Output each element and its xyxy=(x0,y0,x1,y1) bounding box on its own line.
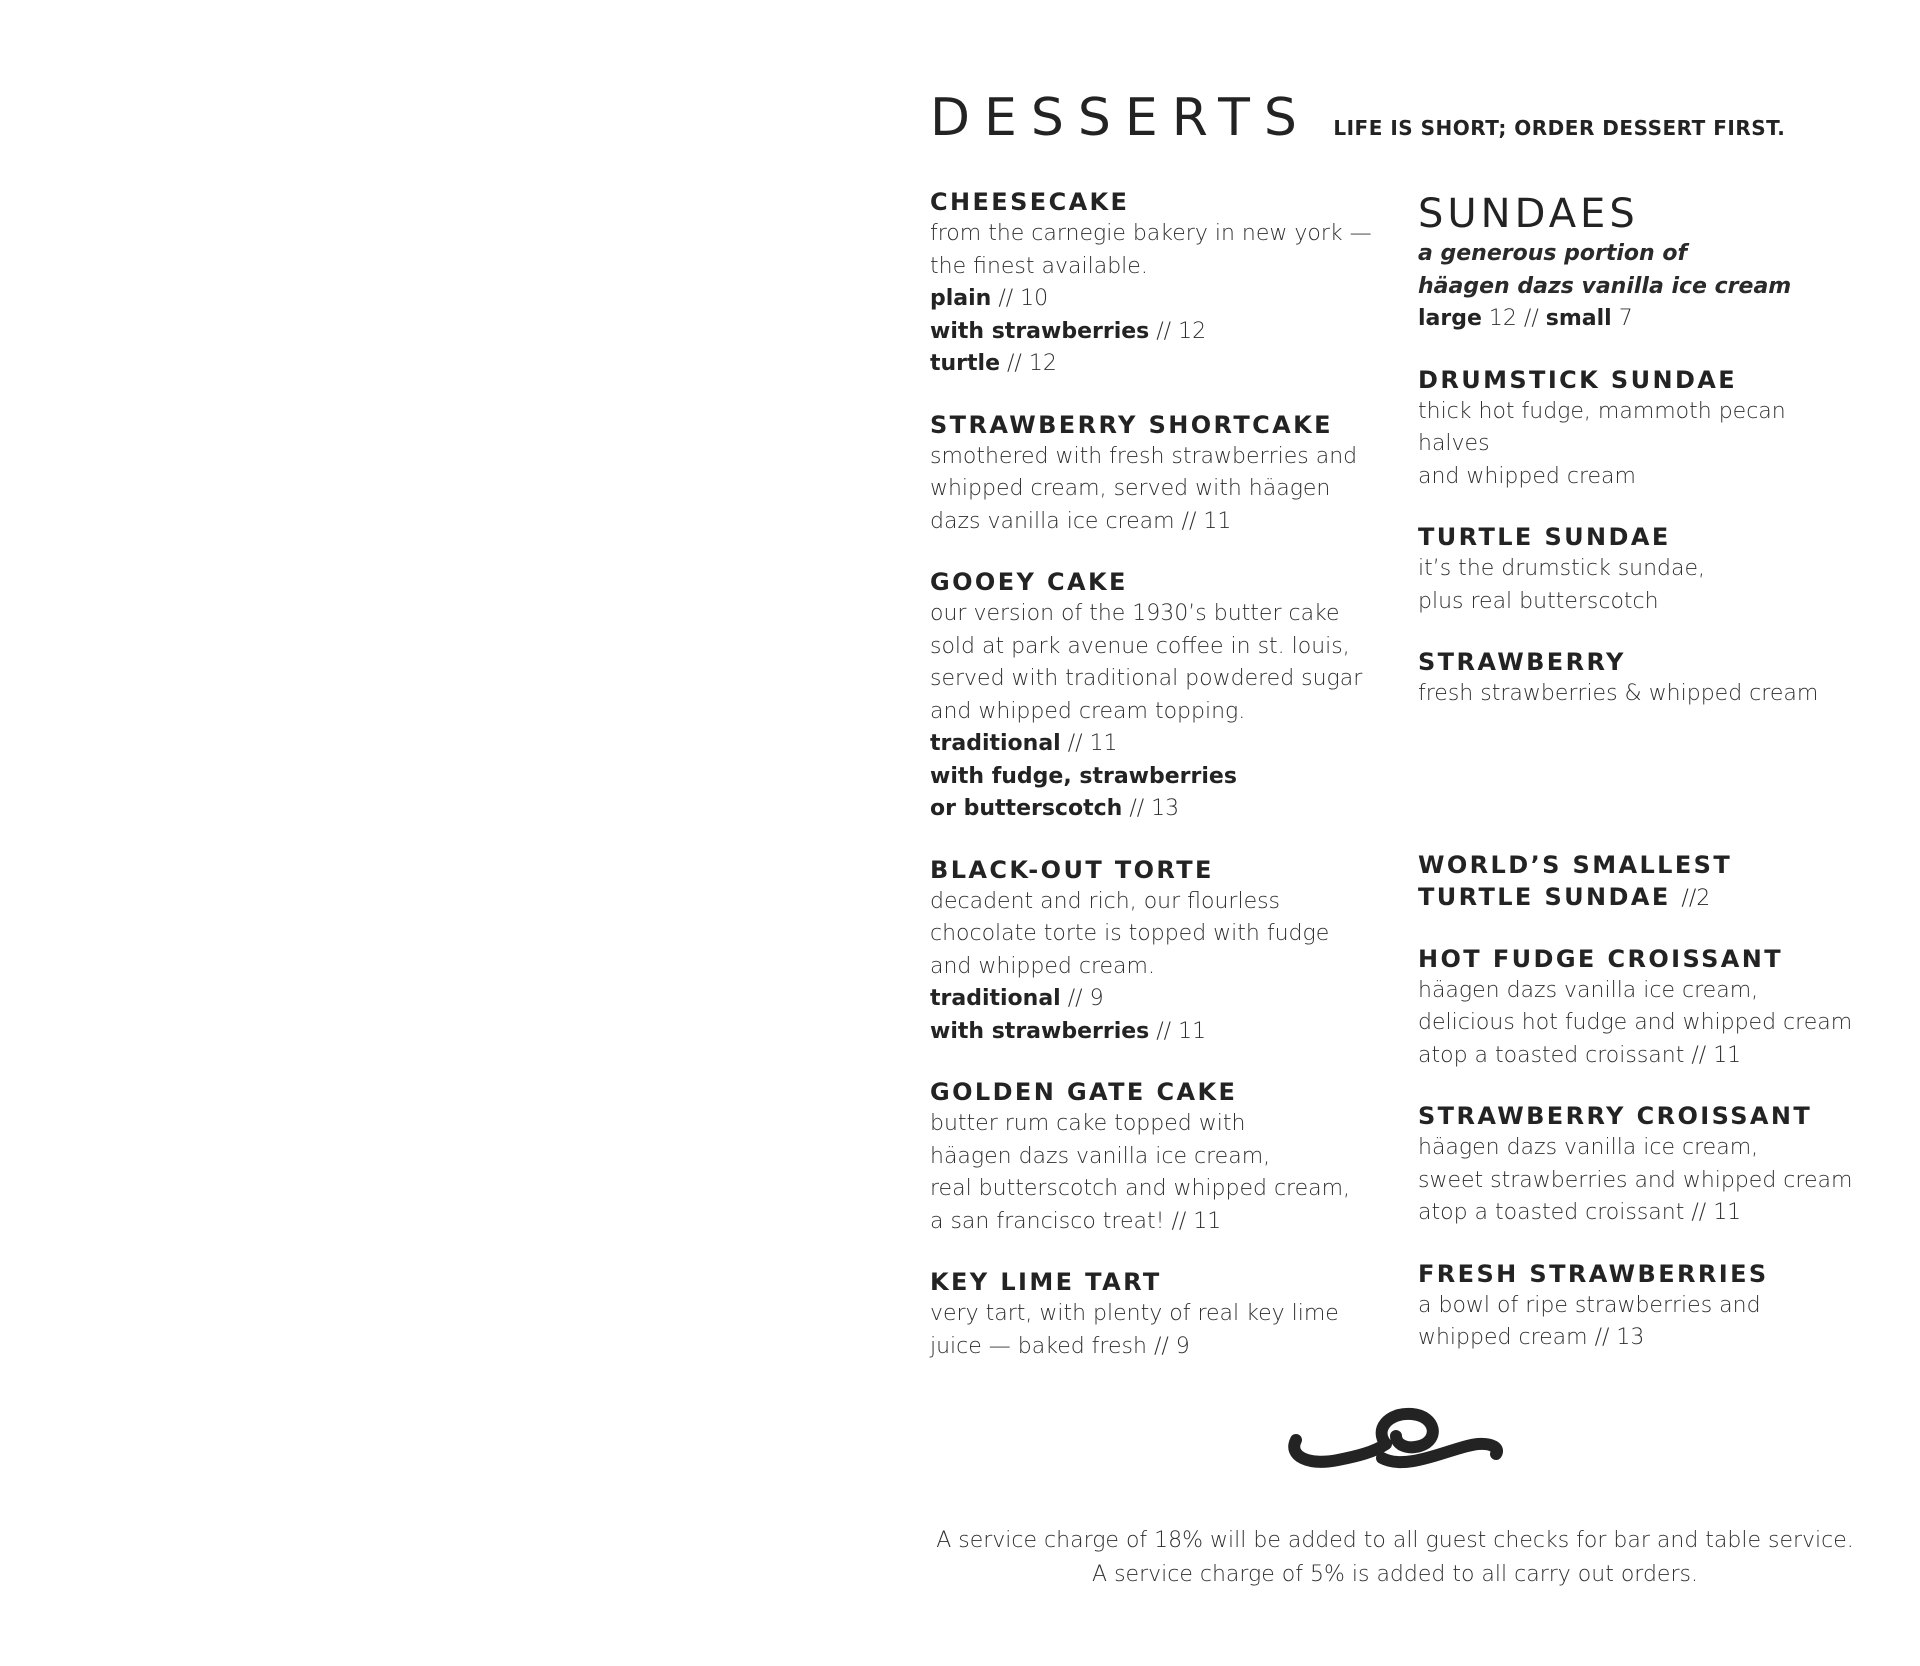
item-name: CHEESECAKE xyxy=(930,188,1130,216)
item-variant xyxy=(930,728,1390,761)
item-description: our version of the 1930’s butter cake sold at park avenue coffee in st. louis, served with traditional powdered sugar and whipped cream topping. xyxy=(930,601,1363,724)
item-name: WORLD’S SMALLEST xyxy=(1418,850,1733,879)
item-price: 11 xyxy=(1203,508,1232,534)
price-separator: // xyxy=(1681,885,1697,911)
sundaes-column xyxy=(1418,186,1858,1383)
menu-item-black-out-torte xyxy=(930,854,1390,1049)
footer-line-1: A service charge of 18% will be added to all guest checks for bar and table service. xyxy=(936,1528,1854,1553)
price-separator: // xyxy=(1156,318,1172,344)
price-separator: // xyxy=(1691,1200,1707,1225)
variant-name: plain xyxy=(930,286,992,311)
item-name: HOT FUDGE CROISSANT xyxy=(1418,944,1784,973)
description-text: butter rum cake topped with häagen dazs vanilla ice cream, real butterscotch and whipped cream, a san francisco treat! xyxy=(930,1111,1351,1234)
item-name: GOOEY CAKE xyxy=(930,568,1128,596)
service-charge-notice xyxy=(930,1524,1860,1592)
item-name: FRESH STRAWBERRIES xyxy=(1418,1259,1769,1288)
price-separator: // xyxy=(1523,306,1539,331)
size-large-label: large xyxy=(1418,306,1482,331)
sundaes-section xyxy=(1418,190,1858,336)
swirl-ornament-icon xyxy=(1278,1400,1512,1470)
price-separator: // xyxy=(1156,1018,1172,1044)
item-name: GOLDEN GATE CAKE xyxy=(930,1078,1238,1106)
description-text: häagen dazs vanilla ice cream, delicious hot fudge and whipped cream atop a toasted croissant xyxy=(1418,977,1853,1068)
item-name-line2 xyxy=(1418,881,1858,915)
item-name-text: TURTLE SUNDAE xyxy=(1418,882,1671,911)
variant-name: with strawberries xyxy=(930,1018,1150,1044)
variant-price: 9 xyxy=(1089,986,1104,1011)
variant-price: 10 xyxy=(1020,286,1049,311)
item-price: 11 xyxy=(1713,1042,1742,1068)
variant-price: 12 xyxy=(1178,318,1207,344)
size-small-label: small xyxy=(1545,306,1612,331)
item-description: decadent and rich, our flourless chocolate torte is topped with fudge and whipped cream. xyxy=(930,888,1330,979)
price-separator: // xyxy=(1181,508,1197,534)
item-name: BLACK-OUT TORTE xyxy=(930,855,1214,884)
item-price: 11 xyxy=(1193,1208,1222,1234)
item-description xyxy=(930,1298,1390,1363)
menu-item-strawberry-sundae xyxy=(1418,646,1858,711)
menu-header xyxy=(930,88,1785,148)
menu-item-turtle-sundae xyxy=(1418,521,1858,618)
price-separator: // xyxy=(998,286,1014,311)
variant-name: turtle xyxy=(930,351,1001,376)
menu-item-drumstick-sundae xyxy=(1418,364,1858,494)
desserts-column xyxy=(930,186,1390,1391)
page-title: DESSERTS xyxy=(930,88,1311,148)
size-small-price: 7 xyxy=(1618,306,1633,331)
item-description xyxy=(1418,1132,1858,1230)
variant-name: traditional xyxy=(930,731,1061,756)
spacer xyxy=(1418,739,1858,849)
size-large-price: 12 xyxy=(1488,306,1517,331)
size-prices xyxy=(1418,303,1858,336)
item-description xyxy=(1418,975,1858,1073)
menu-item-key-lime-tart xyxy=(930,1266,1390,1363)
menu-item-gooey-cake xyxy=(930,566,1390,826)
item-description: from the carnegie bakery in new york — the finest available. xyxy=(930,221,1372,279)
variant-name: with fudge, strawberries or butterscotch xyxy=(930,763,1237,821)
item-variant xyxy=(930,761,1390,826)
item-price: 9 xyxy=(1175,1333,1190,1359)
item-name: KEY LIME TART xyxy=(930,1268,1162,1296)
menu-item-cheesecake xyxy=(930,186,1390,381)
price-separator: // xyxy=(1007,351,1022,376)
variant-price: 11 xyxy=(1178,1018,1207,1044)
price-separator: // xyxy=(1067,731,1083,756)
menu-item-strawberry-shortcake xyxy=(930,409,1390,539)
item-variant xyxy=(930,316,1390,349)
menu-item-fresh-strawberries xyxy=(1418,1258,1858,1355)
section-subtitle: a generous portion of häagen dazs vanilla ice cream xyxy=(1418,241,1792,299)
description-text: a bowl of ripe strawberries and whipped cream xyxy=(1418,1292,1761,1350)
menu-item-golden-gate-cake xyxy=(930,1076,1390,1238)
price-separator: // xyxy=(1691,1042,1707,1068)
description-text: very tart, with plenty of real key lime juice — baked fresh xyxy=(930,1301,1339,1359)
item-name: STRAWBERRY SHORTCAKE xyxy=(930,410,1333,439)
price-separator: // xyxy=(1067,986,1083,1011)
variant-name: with strawberries xyxy=(930,318,1150,344)
variant-name: traditional xyxy=(930,986,1061,1011)
footer-line-2: A service charge of 5% is added to all carry out orders. xyxy=(1092,1562,1698,1587)
item-price: 2 xyxy=(1696,885,1711,911)
item-description xyxy=(1418,1290,1858,1355)
menu-item-strawberry-croissant xyxy=(1418,1100,1858,1230)
item-name: STRAWBERRY CROISSANT xyxy=(1418,1102,1813,1130)
price-separator: // xyxy=(1129,796,1145,821)
price-separator: // xyxy=(1594,1325,1610,1350)
price-separator: // xyxy=(1153,1333,1169,1359)
item-name: DRUMSTICK SUNDAE xyxy=(1418,365,1738,394)
item-variant xyxy=(930,983,1390,1016)
item-variant xyxy=(930,348,1390,381)
price-separator: // xyxy=(1171,1208,1187,1234)
item-variant xyxy=(930,283,1390,316)
item-price: 13 xyxy=(1616,1325,1645,1350)
item-name: TURTLE SUNDAE xyxy=(1418,523,1671,551)
item-description xyxy=(930,1108,1390,1238)
item-description: thick hot fudge, mammoth pecan halves and whipped cream xyxy=(1418,398,1786,489)
variant-price: 12 xyxy=(1028,351,1057,376)
description-text: häagen dazs vanilla ice cream, sweet strawberries and whipped cream atop a toasted croissant xyxy=(1418,1135,1853,1225)
item-price: 11 xyxy=(1713,1200,1742,1225)
section-title: SUNDAES xyxy=(1418,191,1639,237)
item-variant xyxy=(930,1016,1390,1049)
item-name: STRAWBERRY xyxy=(1418,648,1626,676)
menu-item-worlds-smallest-turtle-sundae xyxy=(1418,849,1858,915)
item-description xyxy=(930,441,1390,539)
item-description: it’s the drumstick sundae, plus real butterscotch xyxy=(1418,556,1706,614)
menu-item-hot-fudge-croissant xyxy=(1418,943,1858,1073)
description-text: smothered with fresh strawberries and whipped cream, served with häagen dazs vanilla ice cream xyxy=(930,443,1358,534)
variant-price: 13 xyxy=(1151,796,1180,821)
item-description: fresh strawberries & whipped cream xyxy=(1418,681,1819,706)
tagline: LIFE IS SHORT; ORDER DESSERT FIRST. xyxy=(1333,116,1786,140)
variant-price: 11 xyxy=(1089,731,1118,756)
